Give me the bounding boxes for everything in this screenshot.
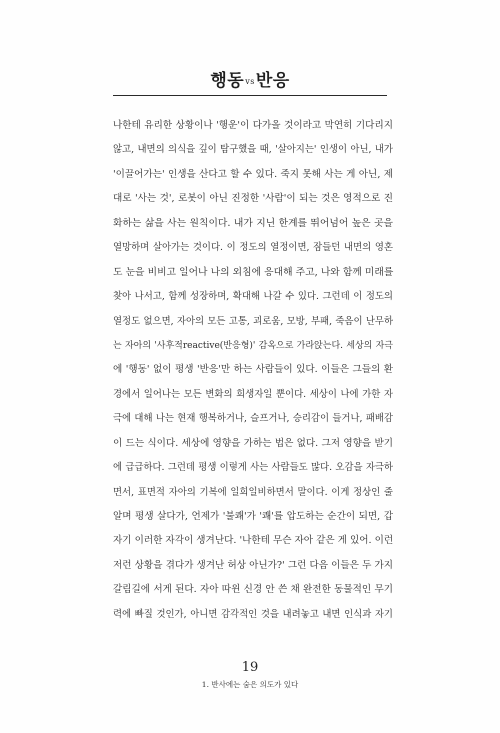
title-rule: [113, 95, 387, 96]
text-line: 에 급급하다. 그런데 평생 이렇게 사는 사람들도 많다. 오감을 자극하: [113, 462, 393, 474]
text-line: 열정도 없으면, 자아의 모든 고통, 괴로움, 모방, 부패, 죽음이 난무하: [113, 315, 393, 327]
text-line: 알며 평생 살다가, 언제가 '불쾌'가 '쾌'를 압도하는 순간이 되면, 갑: [113, 511, 393, 522]
text-line: 저런 상황을 겪다가 생겨난 허상 아닌가?' 그런 다음 이들은 두 가지: [113, 559, 393, 571]
text-line: 자기 이러한 자각이 생겨난다. '나한테 무슨 자아 같은 게 있어. 이런: [113, 535, 394, 547]
text-line: 찾아 나서고, 함께 성장하며, 확대해 나갈 수 있다. 그런데 이 정도의: [113, 291, 393, 303]
text-line: 열망하며 살아가는 것이다. 이 정도의 열정이면, 잠들던 내면의 영혼: [113, 242, 393, 254]
text-line: '이끌어가는' 인생을 산다고 할 수 있다. 죽지 못해 사는 게 아닌, 제: [113, 168, 393, 180]
text-line: 나한테 유리한 상황이나 '행운'이 다가올 것이라고 막연히 기다리지: [113, 120, 393, 131]
section-title-right: 반응: [255, 71, 290, 91]
section-title-vs: vs: [245, 77, 255, 86]
text-line: 이 드는 식이다. 세상에 영향을 가하는 법은 없다. 그저 영향을 받기: [113, 437, 393, 449]
text-line: 력에 빠질 것인가, 아니면 감각적인 것을 내려놓고 내면 인식과 자기: [113, 608, 393, 620]
text-line: 도 눈을 비비고 일어나 나의 외침에 응대해 주고, 나와 함께 미래를: [113, 266, 394, 278]
text-line: 는 자아의 '사후적reactive(반응형)' 감옥으로 가라앉는다. 세상의 자극: [113, 340, 393, 351]
section-title-left: 행동: [210, 71, 245, 91]
body-paragraph: [113, 114, 393, 627]
page-number: 19: [241, 660, 259, 675]
text-line: 대로 '사는 것', 로봇이 아닌 진정한 '사람'이 되는 것은 영적으로 진: [113, 193, 393, 205]
text-line: 않고, 내면의 의식을 깊이 탐구했을 때, '살아지는' 인생이 아닌, 내가: [113, 144, 393, 156]
text-line: 갈림길에 서게 된다. 자아 따윈 신경 안 쓴 채 완전한 동물적인 무기: [113, 584, 393, 596]
text-line: 극에 대해 나는 현재 행복하거나, 슬프거나, 승리감이 들거나, 패배감: [113, 413, 393, 425]
text-line: 화하는 삶을 사는 원칙이다. 내가 지닌 한계를 뛰어넘어 높은 곳을: [113, 217, 393, 229]
text-line: 에 '행동' 없이 평생 '반응'만 하는 사람들이 있다. 이들은 그들의 환: [113, 364, 393, 376]
running-footer: 1. 반사에는 숨은 의도가 있다: [201, 680, 299, 689]
text-line: 면서, 표면적 자아의 기복에 일희일비하면서 말이다. 이게 정상인 줄: [113, 486, 393, 498]
text-line: 경에서 일어나는 모든 변화의 희생자일 뿐이다. 세상이 나에 가한 자: [113, 388, 393, 400]
section-title: [0, 66, 500, 91]
